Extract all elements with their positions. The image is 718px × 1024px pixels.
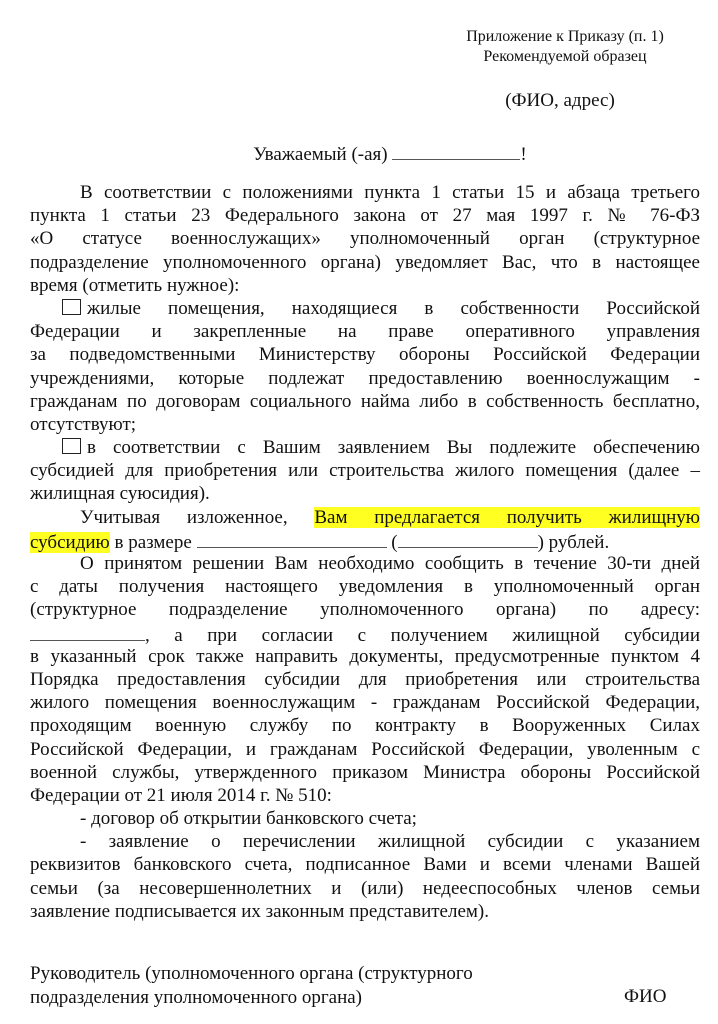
text-segment: жилищная суюсидия).	[30, 483, 210, 505]
text-segment: семьи (за несовершеннолетних и (или) недееспособных членов семьи	[30, 877, 700, 899]
text-segment: - договор об открытии банковского счета;	[80, 808, 417, 830]
text-segment: подразделение уполномоченного органа) уведомляет Вас, что в настоящее	[30, 251, 700, 273]
highlighted-text: субсидию	[30, 531, 110, 553]
text-segment: военной службы, утвержденного приказом Министра обороны Российской	[30, 761, 700, 783]
text-line	[30, 668, 700, 691]
text-segment: «О статусе военнослужащих» уполномоченный орган (структурное	[30, 228, 700, 250]
text-line	[30, 738, 700, 761]
text-line	[30, 877, 700, 900]
text-segment: в соответствии с Вашим заявлением Вы подлежите обеспечению	[87, 437, 700, 459]
text-line	[30, 227, 700, 250]
text-segment: субсидией для приобретения или строительства жилого помещения (далее –	[30, 460, 700, 482]
text-line	[30, 482, 700, 505]
text-segment: - заявление о перечислении жилищной субсидии с указанием	[80, 831, 700, 853]
text-line	[30, 807, 700, 830]
name-blank	[392, 141, 520, 160]
text-segment: Федерации от 21 июля 2014 г. № 510:	[30, 784, 332, 806]
text-segment: О принятом решении Вам необходимо сообщить в течение 30-ти дней	[80, 553, 700, 574]
text-line	[30, 714, 700, 737]
text-segment: (	[386, 531, 398, 553]
signature-title-2: подразделения уполномоченного органа)	[30, 987, 363, 1008]
text-segment: В соответствии с положениями пункта 1 статьи 15 и абзаца третьего	[80, 182, 700, 203]
appendix-title: Приложение к Приказу (п. 1)	[466, 28, 664, 45]
text-line	[30, 413, 700, 436]
signature-fio: ФИО	[624, 986, 667, 1007]
text-segment: гражданам по договорам социального найма либо в собственность бесплатно,	[30, 390, 700, 412]
text-segment: проходящим военную службу по контракту в Вооруженных Силах	[30, 715, 700, 737]
text-line	[30, 830, 700, 853]
text-line	[30, 459, 700, 482]
text-segment: учреждениями, которые подлежат предоставлению военнослужащим -	[30, 367, 700, 389]
text-segment: жилого помещения военнослужащим - гражданам Российской Федерации,	[30, 692, 700, 714]
text-line	[30, 761, 700, 784]
text-segment: жилые помещения, находящиеся в собственности Российской	[87, 297, 700, 319]
text-line	[30, 598, 700, 621]
text-line	[30, 622, 700, 645]
greeting-prefix: Уважаемый (-ая)	[253, 144, 388, 165]
text-segment: с даты получения настоящего уведомления в уполномоченный орган	[30, 576, 700, 598]
text-line	[30, 274, 700, 297]
text-line	[30, 552, 700, 575]
text-segment: в указанный срок также направить документы, предусмотренные пунктом 4	[30, 645, 700, 667]
text-segment: ) рублей.	[537, 531, 610, 553]
text-segment: (структурное подразделение уполномоченного органа) по адресу:	[30, 599, 700, 621]
text-segment: реквизитов банковского счета, подписанное Вами и всеми членами Вашей	[30, 854, 700, 876]
sample-label: Рекомендуемой образец	[483, 48, 647, 65]
text-segment: Федерации и закрепленные на праве оперативного управления	[30, 321, 700, 343]
text-line	[30, 529, 700, 552]
signature-title-1: Руководитель (уполномоченного органа (структурного	[30, 963, 473, 984]
text-segment: время (отметить нужное):	[30, 274, 240, 296]
text-segment: за подведомственными Министерству обороны Российской Федерации	[30, 344, 700, 366]
option-checkbox[interactable]	[62, 438, 81, 454]
text-segment: пункта 1 статьи 23 Федерального закона от 27 мая 1997 г. № 76-ФЗ	[30, 205, 700, 227]
addressee-placeholder: (ФИО, адрес)	[505, 90, 615, 111]
fill-in-blank	[197, 529, 387, 548]
text-line	[30, 575, 700, 598]
greeting-suffix: !	[520, 144, 527, 165]
text-segment: Российской Федерации, и гражданам Российской Федерации, уволенным с	[30, 738, 700, 760]
fill-in-blank	[30, 622, 145, 641]
text-line	[30, 297, 700, 320]
text-line	[30, 320, 700, 343]
text-segment: отсутствуют;	[30, 413, 137, 435]
text-line	[30, 645, 700, 668]
option-checkbox[interactable]	[62, 299, 81, 315]
greeting	[0, 141, 718, 166]
text-segment: Порядка предоставления субсидии для приобретения или строительства	[30, 668, 700, 690]
text-line	[30, 691, 700, 714]
text-line	[30, 784, 700, 807]
text-line	[30, 390, 700, 413]
text-segment: Учитывая изложенное,	[80, 506, 315, 528]
text-segment: в размере	[109, 531, 197, 553]
letter-body	[30, 181, 700, 923]
text-line	[30, 181, 700, 204]
text-line	[30, 853, 700, 876]
text-segment: , а при согласии с получением жилищной субсидии	[145, 624, 700, 646]
highlighted-text: Вам предлагается получить жилищную	[314, 506, 700, 528]
fill-in-blank	[398, 529, 538, 548]
text-line	[30, 343, 700, 366]
text-segment: заявление подписывается их законным представителем).	[30, 900, 490, 922]
text-line	[30, 436, 700, 459]
text-line	[30, 506, 700, 529]
text-line	[30, 900, 700, 923]
text-line	[30, 204, 700, 227]
text-line	[30, 367, 700, 390]
text-line	[30, 251, 700, 274]
